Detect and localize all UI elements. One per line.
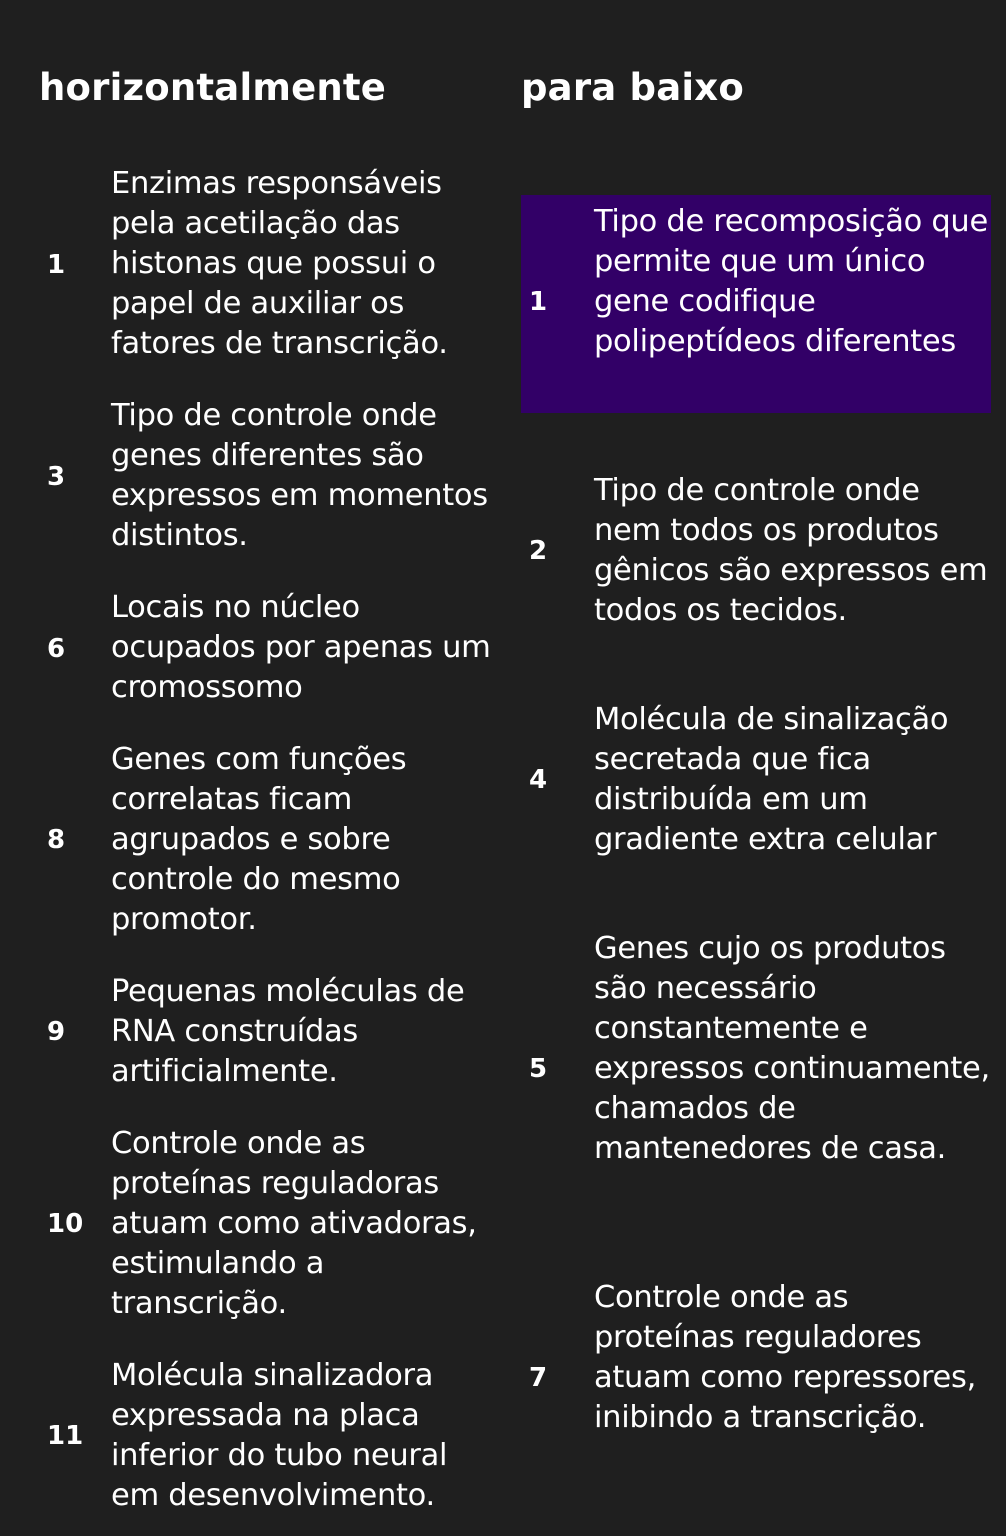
clue-text: Controle onde as proteínas reguladores atuam como repressores, inibindo a transcrição.: [594, 1280, 976, 1435]
clue-number: 3: [47, 462, 66, 492]
clue-text: Pequenas moléculas de RNA construídas artificialmente.: [111, 974, 465, 1089]
clue-number: 8: [47, 825, 66, 855]
clue-text: Tipo de controle onde genes diferentes são expressos em momentos distintos.: [111, 398, 488, 553]
clue-number: 1: [529, 287, 548, 317]
clue-number: 5: [529, 1054, 548, 1084]
clue-text: Controle onde as proteínas reguladoras atuam como ativadoras, estimulando a transcrição.: [111, 1126, 477, 1321]
down-header: para baixo: [521, 66, 744, 109]
clue-text: Tipo de recomposição que permite que um único gene codifique polipeptídeos diferentes: [594, 204, 988, 359]
clue-number: 4: [529, 765, 548, 795]
clue-text: Molécula de sinalização secretada que fica distribuída em um gradiente extra celular: [594, 702, 949, 857]
clue-number: 1: [47, 250, 66, 280]
clue-text: Genes cujo os produtos são necessário constantemente e expressos continuamente, chamados de mantenedores de casa.: [594, 931, 990, 1166]
clue-number: 7: [529, 1363, 548, 1393]
clue-number: 6: [47, 634, 66, 664]
clue-text: Enzimas responsáveis pela acetilação das histonas que possui o papel de auxiliar os fatores de transcrição.: [111, 166, 448, 361]
clue-number: 10: [47, 1209, 84, 1239]
clue-number: 2: [529, 536, 548, 566]
clue-number: 11: [47, 1421, 84, 1451]
clue-text: Molécula sinalizadora expressada na placa inferior do tubo neural em desenvolvimento.: [111, 1358, 448, 1513]
clue-text: Tipo de controle onde nem todos os produtos gênicos são expressos em todos os tecidos.: [594, 473, 988, 628]
across-header: horizontalmente: [39, 66, 387, 109]
clue-text: Locais no núcleo ocupados por apenas um cromossomo: [111, 590, 491, 705]
clue-text: Genes com funções correlatas ficam agrupados e sobre controle do mesmo promotor.: [111, 742, 407, 937]
clue-number: 9: [47, 1017, 66, 1047]
